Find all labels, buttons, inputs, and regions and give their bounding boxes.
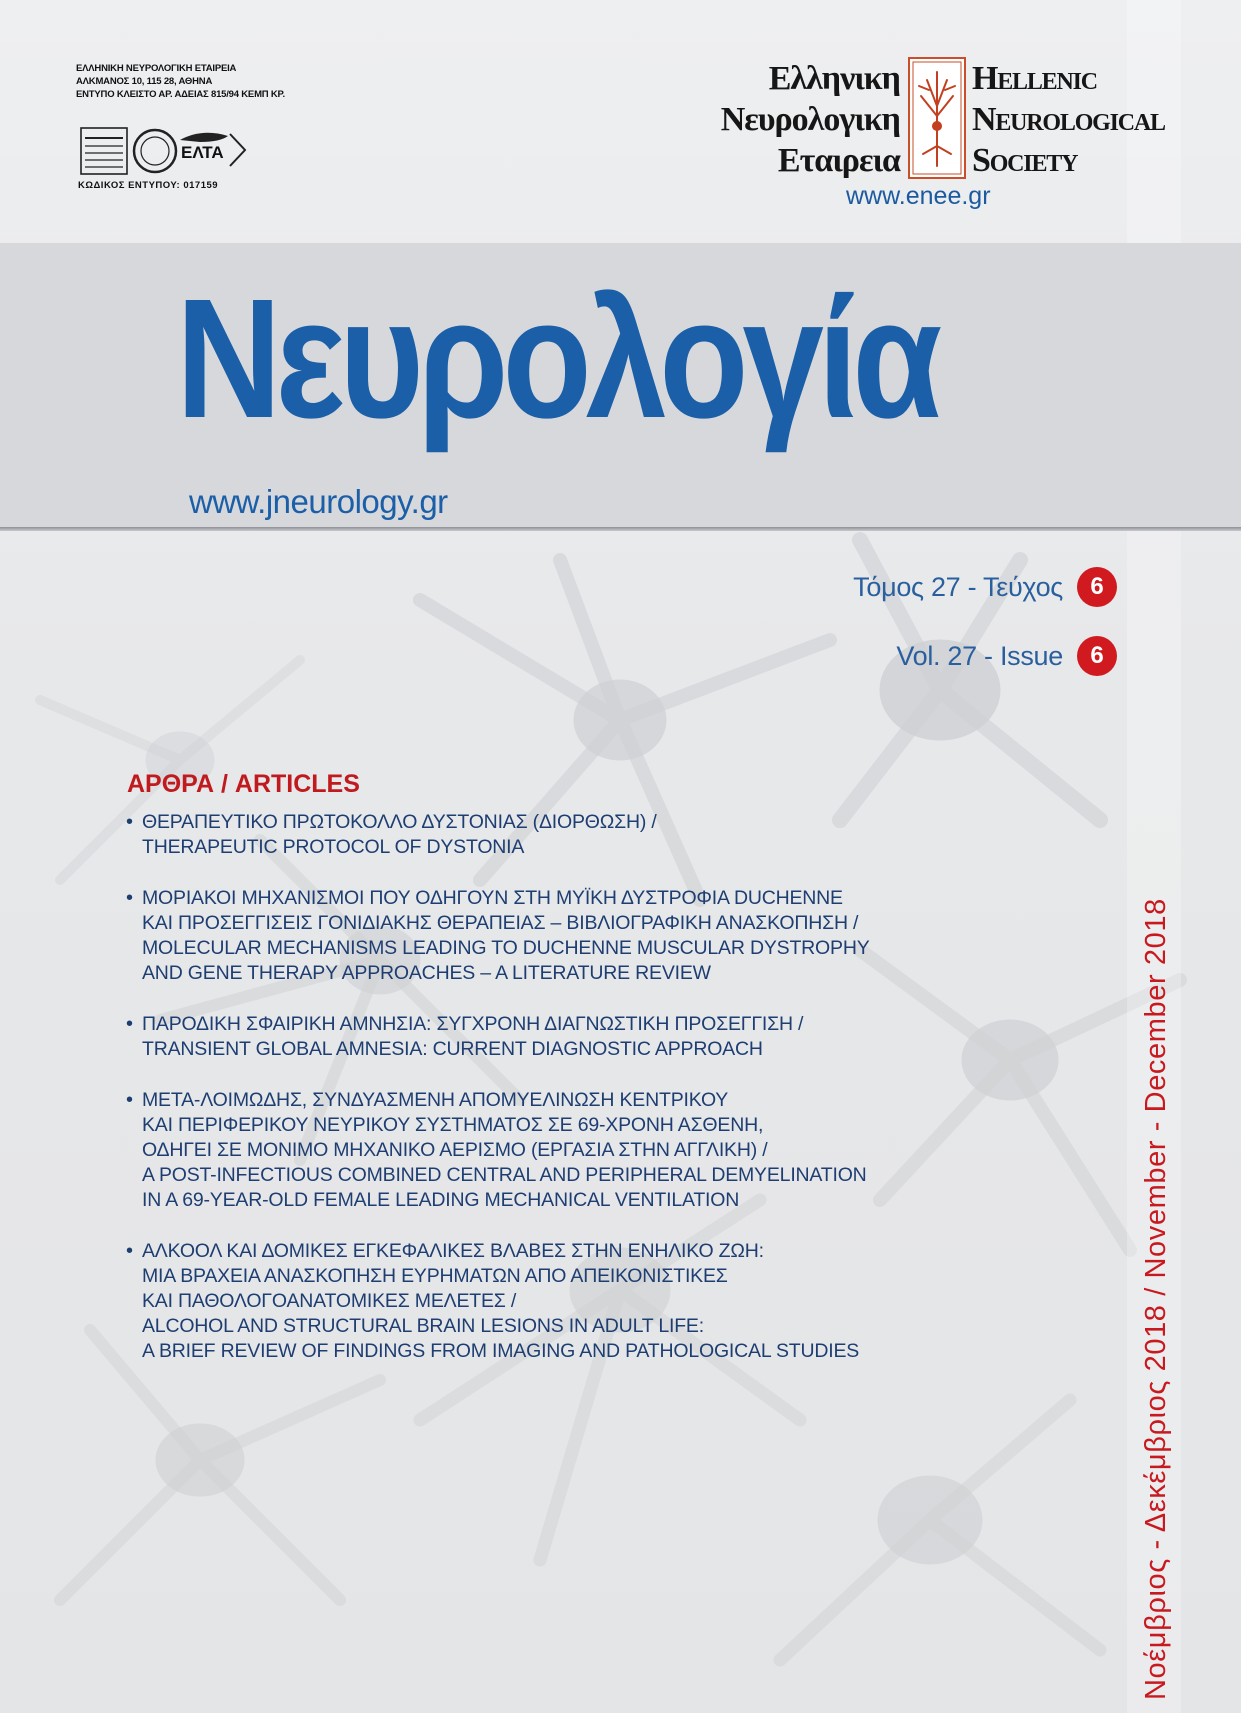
article-title-line: ΟΔΗΓΕΙ ΣΕ ΜΟΝΙΜΟ ΜΗΧΑΝΙΚΟ ΑΕΡΙΣΜΟ (ΕΡΓΑΣΙΑ ΣΤΗΝ ΑΓΓΛΙΚΗ) /	[142, 1139, 768, 1161]
print-code: ΚΩΔΙΚΟΣ ΕΝΤΥΠΟΥ: 017159	[78, 180, 219, 191]
volume-label-english: Vol. 27 - Issue	[896, 640, 1063, 671]
journal-website-link[interactable]: www.jneurology.gr	[189, 483, 448, 520]
volume-issue-greek	[853, 567, 1117, 607]
society-english-line: Neurological	[972, 101, 1165, 138]
article-title-line: TRANSIENT GLOBAL AMNESIA: CURRENT DIAGNOSTIC APPROACH	[142, 1038, 763, 1060]
society-website-link[interactable]: www.enee.gr	[846, 182, 991, 210]
society-greek-line: Νευρολογικη	[720, 101, 900, 138]
article-title-line: A POST-INFECTIOUS COMBINED CENTRAL AND PERIPHERAL DEMYELINATION	[142, 1164, 867, 1186]
articles-list	[126, 810, 1026, 1390]
article-title-line: AND GENE THERAPY APPROACHES – A LITERATURE REVIEW	[142, 962, 711, 984]
article-title-line: ΠΑΡΟΔΙΚΗ ΣΦΑΙΡΙΚΗ ΑΜΝΗΣΙΑ: ΣΥΓΧΡΟΝΗ ΔΙΑΓΝΩΣΤΙΚΗ ΠΡΟΣΕΓΓΙΣΗ /	[142, 1013, 804, 1035]
article-title-line: ΘΕΡΑΠΕΥΤΙΚΟ ΠΡΩΤΟΚΟΛΛΟ ΔΥΣΤΟΝΙΑΣ (ΔΙΟΡΘΩΣΗ) /	[142, 811, 657, 833]
article-title-line: MOLECULAR MECHANISMS LEADING TO DUCHENNE MUSCULAR DYSTROPHY	[142, 937, 870, 959]
issue-date-vertical: Νοέμβριος - Δεκέμβριος 2018 / November - December 2018	[1140, 898, 1172, 1700]
article-title-line: A BRIEF REVIEW OF FINDINGS FROM IMAGING AND PATHOLOGICAL STUDIES	[142, 1340, 860, 1362]
society-greek-line: Εταιρεια	[777, 142, 900, 179]
article-title-line: ΚΑΙ ΠΑΘΟΛΟΓΟΑΝΑΤΟΜΙΚΕΣ ΜΕΛΕΤΕΣ /	[142, 1290, 517, 1312]
bullet-icon: •	[126, 1013, 134, 1035]
article-title-line: ΚΑΙ ΠΡΟΣΕΓΓΙΣΕΙΣ ΓΟΝΙΔΙΑΚΗΣ ΘΕΡΑΠΕΙΑΣ – ΒΙΒΛΙΟΓΡΑΦΙΚΗ ΑΝΑΣΚΟΠΗΣΗ /	[142, 912, 859, 934]
society-name-english	[972, 58, 1192, 181]
article-title-line: ALCOHOL AND STRUCTURAL BRAIN LESIONS IN ADULT LIFE:	[142, 1315, 704, 1337]
society-english-line: Society	[972, 142, 1078, 179]
article-item[interactable]	[126, 886, 1026, 986]
postal-logos	[80, 126, 260, 178]
volume-label-greek: Τόμος 27 - Τεύχος	[853, 571, 1063, 602]
article-title-line: THERAPEUTIC PROTOCOL OF DYSTONIA	[142, 836, 525, 858]
article-title-line: ΑΛΚΟΟΛ ΚΑΙ ΔΟΜΙΚΕΣ ΕΓΚΕΦΑΛΙΚΕΣ ΒΛΑΒΕΣ ΣΤΗΝ ΕΝΗΛΙΚΟ ΖΩΗ:	[142, 1240, 764, 1262]
bullet-icon: •	[126, 1089, 134, 1111]
publisher-info	[76, 62, 286, 101]
publisher-permit: ΕΝΤΥΠΟ ΚΛΕΙΣΤΟ ΑΡ. ΑΔΕΙΑΣ 815/94 ΚΕΜΠ ΚΡ.	[76, 89, 285, 100]
article-item[interactable]	[126, 1239, 1026, 1364]
article-item[interactable]	[126, 1088, 1026, 1213]
elta-logo-text: ΕΛΤΑ	[181, 143, 224, 162]
society-name-greek	[700, 58, 900, 181]
society-english-line: Hellenic	[972, 60, 1097, 97]
publisher-address: ΑΛΚΜΑΝΟΣ 10, 115 28, ΑΘΗΝΑ	[76, 76, 213, 87]
article-title-line: ΚΑΙ ΠΕΡΙΦΕΡΙΚΟΥ ΝΕΥΡΙΚΟΥ ΣΥΣΤΗΜΑΤΟΣ ΣΕ 69-ΧΡΟΝΗ ΑΣΘΕΝΗ,	[142, 1114, 764, 1136]
article-title-line: ΜΟΡΙΑΚΟΙ ΜΗΧΑΝΙΣΜΟΙ ΠΟΥ ΟΔΗΓΟΥΝ ΣΤΗ ΜΥΪΚΗ ΔΥΣΤΡΟΦΙΑ DUCHENNE	[142, 887, 843, 909]
bullet-icon: •	[126, 1240, 134, 1262]
society-emblem-icon	[907, 56, 967, 180]
article-title-line: ΜΕΤΑ-ΛΟΙΜΩΔΗΣ, ΣΥΝΔΥΑΣΜΕΝΗ ΑΠΟΜΥΕΛΙΝΩΣΗ ΚΕΝΤΡΙΚΟΥ	[142, 1089, 729, 1111]
journal-title: Νευρολογία	[176, 264, 937, 454]
volume-issue-english	[896, 636, 1117, 676]
article-item[interactable]	[126, 810, 1026, 860]
issue-number-badge: 6	[1077, 567, 1117, 607]
title-band-divider	[0, 527, 1241, 531]
bullet-icon: •	[126, 811, 134, 833]
bullet-icon: •	[126, 887, 134, 909]
article-title-line: ΜΙΑ ΒΡΑΧΕΙΑ ΑΝΑΣΚΟΠΗΣΗ ΕΥΡΗΜΑΤΩΝ ΑΠΟ ΑΠΕΙΚΟΝΙΣΤΙΚΕΣ	[142, 1265, 728, 1287]
society-greek-line: Ελληνικη	[768, 60, 900, 97]
articles-heading: ΑΡΘΡΑ / ARTICLES	[127, 770, 360, 798]
article-item[interactable]	[126, 1012, 1026, 1062]
issue-number-badge: 6	[1077, 636, 1117, 676]
article-title-line: IN A 69-YEAR-OLD FEMALE LEADING MECHANICAL VENTILATION	[142, 1189, 740, 1211]
publisher-name: ΕΛΛΗΝΙΚΗ ΝΕΥΡΟΛΟΓΙΚΗ ΕΤΑΙΡΕΙΑ	[76, 63, 237, 74]
